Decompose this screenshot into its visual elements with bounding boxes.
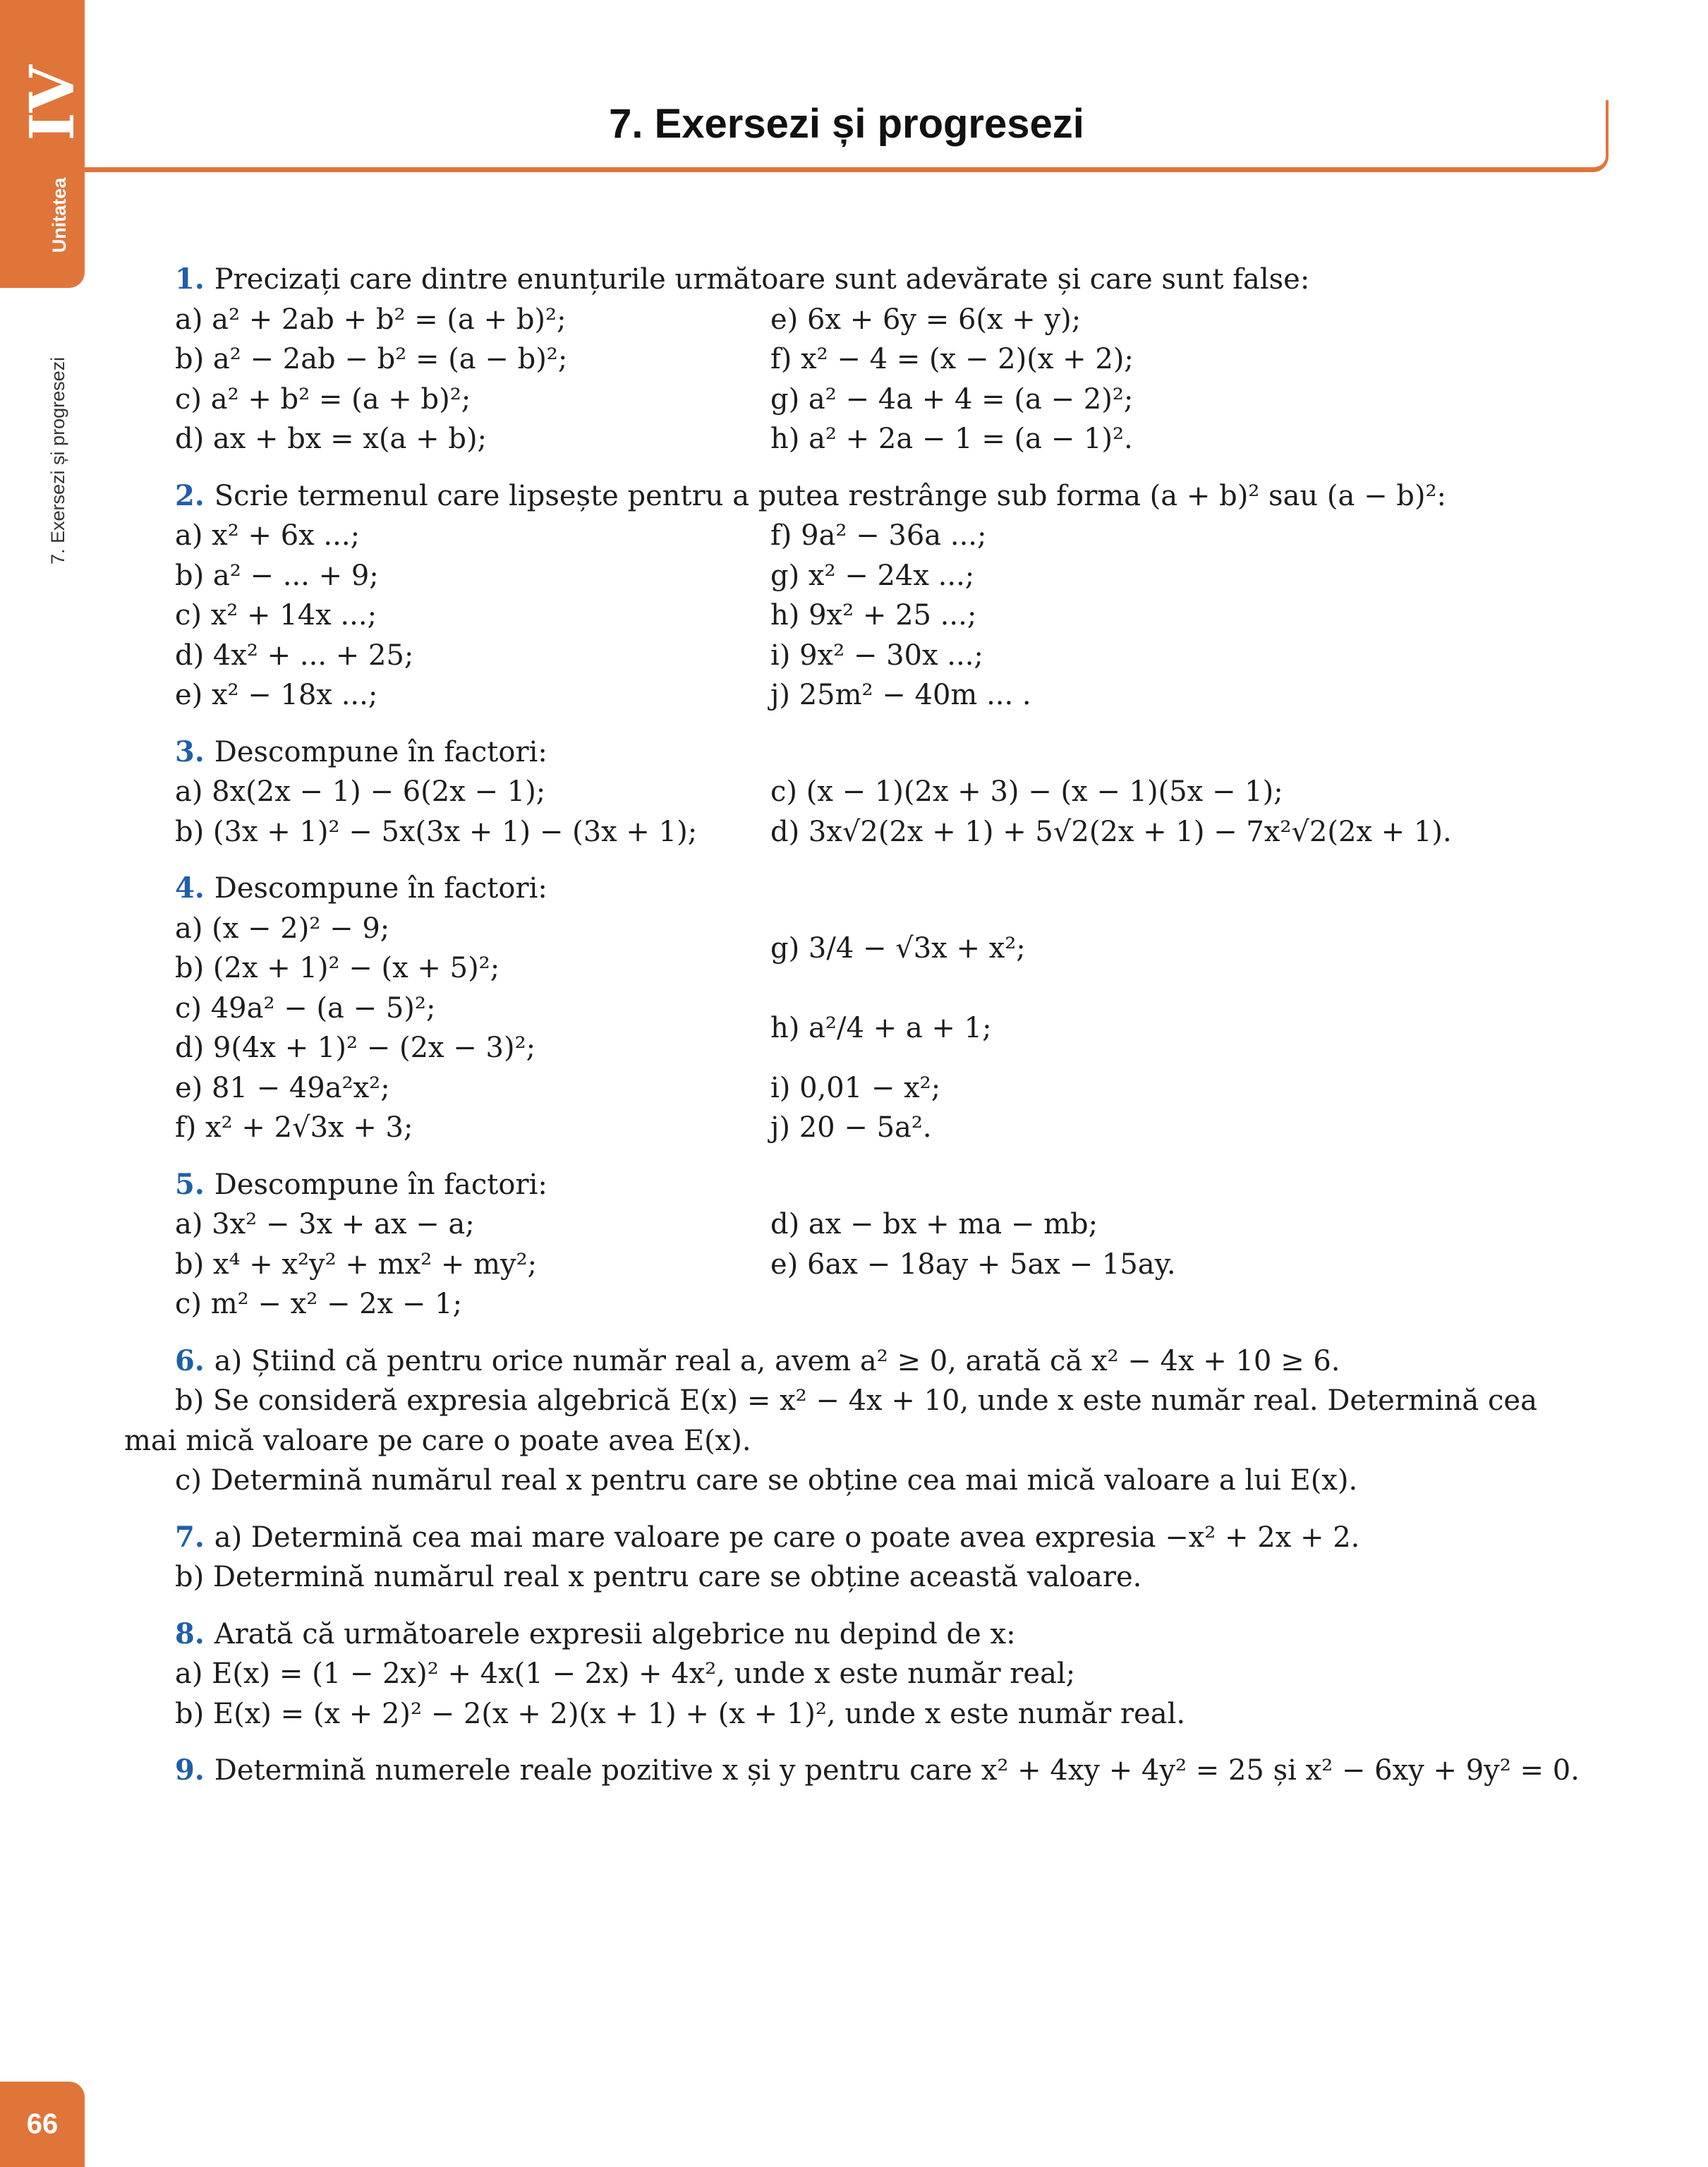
exercise-8: [124, 1614, 1592, 1734]
list-item: e) x² − 18x ...;: [175, 679, 378, 711]
list-item: c) (x − 1)(2x + 3) − (x − 1)(5x − 1);: [770, 775, 1283, 808]
list-item: f) x² − 4 = (x − 2)(x + 2);: [770, 343, 1134, 375]
exercise-3: [124, 732, 1592, 852]
list-item: d) ax − bx + ma − mb;: [770, 1208, 1098, 1241]
exercise-prompt: Descompune în factori:: [214, 872, 547, 905]
page-number-tab: [0, 2082, 85, 2167]
list-item: f) 9a² − 36a ...;: [770, 519, 987, 552]
list-item: a) 8x(2x − 1) − 6(2x − 1);: [175, 775, 546, 808]
list-item: b) (3x + 1)² − 5x(3x + 1) − (3x + 1);: [175, 815, 698, 848]
list-item: c) m² − x² − 2x − 1;: [175, 1288, 463, 1320]
list-item: j) 20 − 5a².: [770, 1111, 932, 1144]
page-number: 66: [26, 2108, 59, 2139]
exercise-list: [124, 260, 1592, 1808]
side-section-title: 7. Exersezi și progresezi: [47, 356, 68, 565]
unit-numeral: IV: [16, 65, 88, 141]
list-item: j) 25m² − 40m ... .: [770, 679, 1031, 711]
list-item: f) x² + 2√3x + 3;: [175, 1111, 413, 1144]
page-title: 7. Exersezi și progresezi: [609, 101, 1084, 147]
exercise-prompt: Scrie termenul care lipsește pentru a putea restrânge sub forma (a + b)² sau (a − b)²:: [214, 479, 1447, 512]
exercise-number: 7.: [175, 1520, 205, 1554]
exercise-part-b: b) Determină numărul real x pentru care se obține această valoare.: [175, 1561, 1142, 1593]
exercise-number: 3.: [175, 735, 205, 768]
exercise-7: [124, 1518, 1592, 1598]
list-item: c) x² + 14x ...;: [175, 599, 377, 632]
list-item: d) 4x² + ... + 25;: [175, 639, 414, 672]
exercise-number: 2.: [175, 478, 205, 512]
list-item: d) 9(4x + 1)² − (2x − 3)²;: [175, 1032, 536, 1064]
list-item: d) 3x√2(2x + 1) + 5√2(2x + 1) − 7x²√2(2x + 1).: [770, 815, 1452, 848]
list-item: b) (2x + 1)² − (x + 5)²;: [175, 952, 500, 984]
list-item: d) ax + bx = x(a + b);: [175, 423, 487, 455]
exercise-prompt: Arată că următoarele expresii algebrice nu depind de x:: [214, 1617, 1016, 1650]
exercise-part-a: a) Determină cea mai mare valoare pe care o poate avea expresia −x² + 2x + 2.: [214, 1521, 1360, 1554]
exercise-part-b: b) Se consideră expresia algebrică E(x) = x² − 4x + 10, unde x este număr real. Determină cea mai mică valoare pe care o poate avea E(x).: [124, 1384, 1537, 1457]
list-item: i) 0,01 − x²;: [770, 1071, 941, 1104]
exercise-prompt: Descompune în factori:: [214, 1168, 547, 1201]
list-item: a) a² + 2ab + b² = (a + b)²;: [175, 303, 567, 336]
list-item: b) a² − 2ab − b² = (a − b)²;: [175, 343, 568, 375]
exercise-part-a: a) Știind că pentru orice număr real a, avem a² ≥ 0, arată că x² − 4x + 10 ≥ 6.: [214, 1344, 1340, 1377]
list-item: h) a² + 2a − 1 = (a − 1)².: [770, 423, 1133, 455]
exercise-prompt: Determină numerele reale pozitive x și y pentru care x² + 4xy + 4y² = 25 și x² − 6xy + 9y² = 0.: [214, 1754, 1580, 1787]
exercise-number: 8.: [175, 1617, 205, 1650]
exercise-6: [124, 1341, 1592, 1501]
exercise-number: 5.: [175, 1167, 205, 1201]
exercise-part-b: b) E(x) = (x + 2)² − 2(x + 2)(x + 1) + (x + 1)², unde x este număr real.: [175, 1697, 1186, 1730]
exercise-number: 9.: [175, 1753, 205, 1787]
unit-label: Unitatea: [49, 177, 70, 253]
list-item: g) a² − 4a + 4 = (a − 2)²;: [770, 382, 1134, 416]
list-item: e) 6x + 6y = 6(x + y);: [770, 303, 1082, 336]
list-item: e) 81 − 49a²x²;: [175, 1071, 390, 1104]
exercise-1: [124, 260, 1592, 459]
list-item: c) a² + b² = (a + b)²;: [175, 382, 471, 416]
exercise-9: [124, 1751, 1592, 1791]
exercise-prompt: Precizați care dintre enunțurile următoare sunt adevărate și care sunt false:: [214, 263, 1310, 296]
list-item: h) 9x² + 25 ...;: [770, 599, 977, 632]
list-item: e) 6ax − 18ay + 5ax − 15ay.: [770, 1248, 1176, 1281]
exercise-number: 1.: [175, 262, 205, 296]
exercise-part-c: c) Determină numărul real x pentru care se obține cea mai mică valoare a lui E(x).: [175, 1464, 1358, 1497]
list-item: a) 3x² − 3x + ax − a;: [175, 1208, 475, 1241]
list-item: i) 9x² − 30x ...;: [770, 639, 983, 672]
exercise-number: 4.: [175, 871, 205, 905]
list-item: g) 3/4 − √3x + x²;: [770, 931, 1026, 965]
exercise-prompt: Descompune în factori:: [214, 735, 547, 768]
list-item: c) 49a² − (a − 5)²;: [175, 991, 436, 1025]
list-item: a) (x − 2)² − 9;: [175, 912, 390, 945]
exercise-5: [124, 1165, 1592, 1324]
list-item: g) x² − 24x ...;: [770, 559, 975, 592]
list-item: h) a²/4 + a + 1;: [770, 1011, 992, 1044]
exercise-part-a: a) E(x) = (1 − 2x)² + 4x(1 − 2x) + 4x², unde x este număr real;: [175, 1658, 1076, 1690]
exercise-4: [124, 869, 1592, 1148]
list-item: b) x⁴ + x²y² + mx² + my²;: [175, 1248, 538, 1281]
list-item: b) a² − ... + 9;: [175, 559, 379, 592]
exercise-number: 6.: [175, 1344, 205, 1377]
exercise-2: [124, 476, 1592, 716]
list-item: a) x² + 6x ...;: [175, 519, 361, 552]
